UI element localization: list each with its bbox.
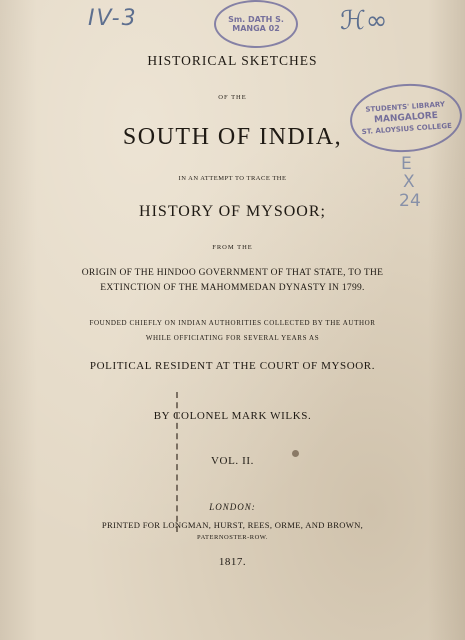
stamp-right-line-3: ST. ALOYSIUS COLLEGE xyxy=(361,122,453,137)
margin-mark-1: E xyxy=(401,154,412,174)
page-crease xyxy=(176,392,181,532)
title-line-political-resident: POLITICAL RESIDENT AT THE COURT OF MYSOOR. xyxy=(89,360,376,372)
stamp-right-line-2: MANGALORE xyxy=(373,110,439,126)
title-line-officiating: WHILE OFFICIATING FOR SEVERAL YEARS AS xyxy=(145,334,320,342)
stamp-top-line-2: MANGA 02 xyxy=(232,24,280,33)
handwritten-shelf-mark: IV-3 xyxy=(88,6,138,31)
title-line-history-of-mysoor: HISTORY OF MYSOOR; xyxy=(139,203,326,220)
title-line-attempt: IN AN ATTEMPT TO TRACE THE xyxy=(178,175,287,182)
stamp-top-line-1: Sm. DATH S. xyxy=(228,14,284,24)
title-line-historical-sketches: HISTORICAL SKETCHES xyxy=(147,53,318,68)
imprint-printer: PRINTED FOR LONGMAN, HURST, REES, ORME, AND BROWN, xyxy=(101,520,364,530)
title-line-origin: ORIGIN OF THE HINDOO GOVERNMENT OF THAT STATE, TO THE xyxy=(81,268,384,278)
handwritten-scribble: ℋ∞ xyxy=(340,6,388,36)
imprint-place: LONDON: xyxy=(209,502,256,512)
stamp-right-line-1: STUDENTS' LIBRARY xyxy=(365,100,446,114)
margin-mark-2: X xyxy=(403,172,415,192)
volume-line: VOL. II. xyxy=(211,455,254,467)
author-line: BY COLONEL MARK WILKS. xyxy=(153,410,312,422)
title-line-from-the: FROM THE xyxy=(212,244,253,251)
imprint-address: PATERNOSTER-ROW. xyxy=(197,534,268,541)
title-line-founded: FOUNDED CHIEFLY ON INDIAN AUTHORITIES COLLECTED BY THE AUTHOR xyxy=(89,319,376,327)
title-line-of-the: OF THE xyxy=(218,94,247,101)
library-stamp-top xyxy=(214,0,298,48)
imprint-year: 1817. xyxy=(218,556,247,568)
title-line-extinction: EXTINCTION OF THE MAHOMMEDAN DYNASTY IN 1799. xyxy=(100,283,365,293)
title-line-south-of-india: SOUTH OF INDIA, xyxy=(122,124,343,150)
margin-mark-4: 4 xyxy=(410,191,421,211)
margin-mark-3: 2 xyxy=(399,191,410,211)
ink-spot xyxy=(292,450,299,457)
